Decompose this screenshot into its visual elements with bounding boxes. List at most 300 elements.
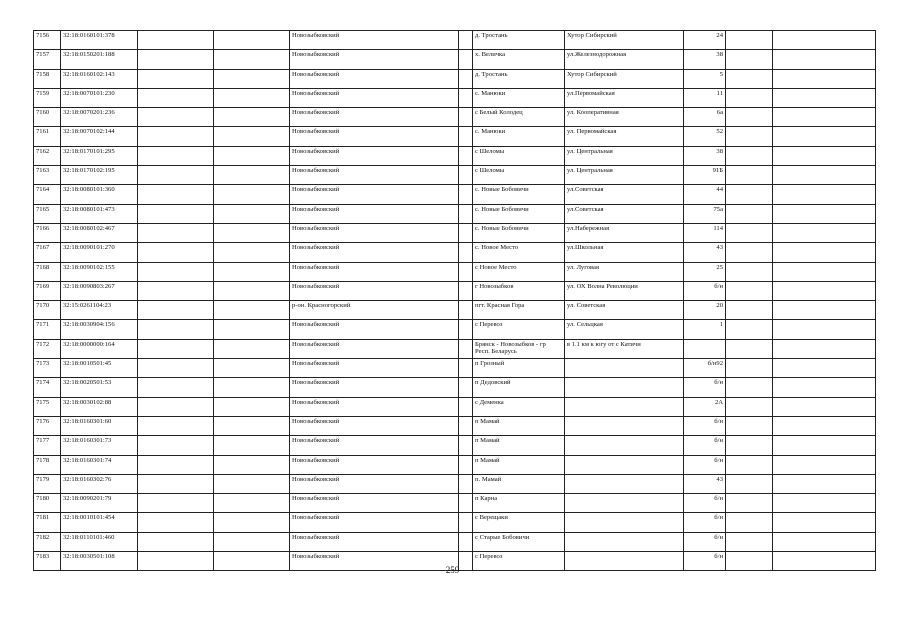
row-index-cell: 7157 bbox=[34, 50, 61, 69]
district-cell: Новозыбковский bbox=[290, 88, 459, 107]
empty-col-6-cell bbox=[459, 50, 473, 69]
table-row bbox=[34, 416, 876, 435]
table-row bbox=[34, 146, 876, 165]
empty-col-6-cell bbox=[459, 127, 473, 146]
empty-col-4-cell bbox=[214, 455, 290, 474]
house-number-cell: 25 bbox=[684, 262, 726, 281]
house-number-cell: б/н bbox=[684, 552, 726, 571]
street-cell: ул. Центральная bbox=[565, 146, 684, 165]
empty-col-3-cell bbox=[138, 50, 214, 69]
street-cell: Хутор Сибирский bbox=[565, 31, 684, 50]
row-index-cell: 7160 bbox=[34, 108, 61, 127]
empty-col-10-cell bbox=[726, 166, 773, 185]
row-index-cell: 7181 bbox=[34, 513, 61, 532]
empty-col-10-cell bbox=[726, 378, 773, 397]
street-cell: ул.Советская bbox=[565, 204, 684, 223]
empty-col-4-cell bbox=[214, 532, 290, 551]
empty-col-4-cell bbox=[214, 339, 290, 358]
street-cell bbox=[565, 474, 684, 493]
table-row bbox=[34, 185, 876, 204]
row-index-cell: 7158 bbox=[34, 69, 61, 88]
empty-col-3-cell bbox=[138, 436, 214, 455]
empty-col-4-cell bbox=[214, 69, 290, 88]
settlement-cell: с. Манюки bbox=[473, 88, 565, 107]
empty-col-3-cell bbox=[138, 532, 214, 551]
house-number-cell bbox=[684, 339, 726, 358]
row-index-cell: 7182 bbox=[34, 532, 61, 551]
street-cell: в 1.1 км к югу от с Катичи bbox=[565, 339, 684, 358]
cadastral-number-cell: 32:18:0160101:378 bbox=[61, 31, 138, 50]
street-cell: Хутор Сибирский bbox=[565, 69, 684, 88]
row-index-cell: 7164 bbox=[34, 185, 61, 204]
settlement-cell: п. Мамай bbox=[473, 474, 565, 493]
settlement-cell: п Грозный bbox=[473, 359, 565, 378]
street-cell: ул. Центральная bbox=[565, 166, 684, 185]
empty-col-3-cell bbox=[138, 320, 214, 339]
empty-col-4-cell bbox=[214, 31, 290, 50]
row-index-cell: 7183 bbox=[34, 552, 61, 571]
empty-col-10-cell bbox=[726, 455, 773, 474]
district-cell: Новозыбковский bbox=[290, 146, 459, 165]
empty-col-4-cell bbox=[214, 281, 290, 300]
table-row bbox=[34, 339, 876, 358]
row-index-cell: 7169 bbox=[34, 281, 61, 300]
house-number-cell: б/н bbox=[684, 532, 726, 551]
district-cell: р-он. Красногорский bbox=[290, 301, 459, 320]
cadastral-number-cell: 32:18:0030102:88 bbox=[61, 397, 138, 416]
cadastral-number-cell: 32:18:0090803:267 bbox=[61, 281, 138, 300]
cadastral-number-cell: 32:18:0160301:73 bbox=[61, 436, 138, 455]
empty-col-6-cell bbox=[459, 397, 473, 416]
empty-col-10-cell bbox=[726, 339, 773, 358]
empty-col-11-cell bbox=[773, 223, 876, 242]
row-index-cell: 7168 bbox=[34, 262, 61, 281]
house-number-cell: 114 bbox=[684, 223, 726, 242]
table-row bbox=[34, 204, 876, 223]
table-row bbox=[34, 397, 876, 416]
empty-col-6-cell bbox=[459, 494, 473, 513]
house-number-cell: 43 bbox=[684, 243, 726, 262]
empty-col-11-cell bbox=[773, 397, 876, 416]
empty-col-10-cell bbox=[726, 474, 773, 493]
district-cell: Новозыбковский bbox=[290, 69, 459, 88]
empty-col-3-cell bbox=[138, 127, 214, 146]
cadastral-number-cell: 32:18:0070102:144 bbox=[61, 127, 138, 146]
table-row bbox=[34, 513, 876, 532]
empty-col-4-cell bbox=[214, 166, 290, 185]
settlement-cell: с Верещаки bbox=[473, 513, 565, 532]
empty-col-11-cell bbox=[773, 108, 876, 127]
empty-col-10-cell bbox=[726, 127, 773, 146]
district-cell: Новозыбковский bbox=[290, 127, 459, 146]
row-index-cell: 7180 bbox=[34, 494, 61, 513]
cadastral-number-cell: 32:18:0110101:460 bbox=[61, 532, 138, 551]
empty-col-6-cell bbox=[459, 436, 473, 455]
empty-col-3-cell bbox=[138, 474, 214, 493]
cadastral-number-cell: 32:18:0150201:188 bbox=[61, 50, 138, 69]
empty-col-4-cell bbox=[214, 243, 290, 262]
street-cell: ул. Первомайская bbox=[565, 127, 684, 146]
cadastral-number-cell: 32:18:0070201:236 bbox=[61, 108, 138, 127]
empty-col-6-cell bbox=[459, 223, 473, 242]
row-index-cell: 7177 bbox=[34, 436, 61, 455]
empty-col-11-cell bbox=[773, 69, 876, 88]
empty-col-6-cell bbox=[459, 474, 473, 493]
empty-col-10-cell bbox=[726, 397, 773, 416]
house-number-cell: 24 bbox=[684, 31, 726, 50]
empty-col-3-cell bbox=[138, 378, 214, 397]
district-cell: Новозыбковский bbox=[290, 31, 459, 50]
row-index-cell: 7165 bbox=[34, 204, 61, 223]
empty-col-3-cell bbox=[138, 146, 214, 165]
row-index-cell: 7161 bbox=[34, 127, 61, 146]
table-row bbox=[34, 166, 876, 185]
cadastral-number-cell: 32:18:0170101:295 bbox=[61, 146, 138, 165]
empty-col-4-cell bbox=[214, 127, 290, 146]
cadastral-number-cell: 32:18:0090102:155 bbox=[61, 262, 138, 281]
empty-col-10-cell bbox=[726, 359, 773, 378]
district-cell: Новозыбковский bbox=[290, 50, 459, 69]
empty-col-11-cell bbox=[773, 127, 876, 146]
empty-col-3-cell bbox=[138, 281, 214, 300]
row-index-cell: 7167 bbox=[34, 243, 61, 262]
street-cell bbox=[565, 532, 684, 551]
settlement-cell: п Мамай bbox=[473, 455, 565, 474]
street-cell: ул. ОХ Волна Революции bbox=[565, 281, 684, 300]
district-cell: Новозыбковский bbox=[290, 223, 459, 242]
empty-col-11-cell bbox=[773, 204, 876, 223]
cadastral-number-cell: 32:18:0160102:143 bbox=[61, 69, 138, 88]
table-row bbox=[34, 359, 876, 378]
row-index-cell: 7172 bbox=[34, 339, 61, 358]
empty-col-10-cell bbox=[726, 50, 773, 69]
district-cell: Новозыбковский bbox=[290, 108, 459, 127]
house-number-cell: 44 bbox=[684, 185, 726, 204]
page-number: 259 bbox=[445, 565, 460, 575]
table-row bbox=[34, 494, 876, 513]
street-cell: ул.Советская bbox=[565, 185, 684, 204]
cadastral-number-cell: 32:18:0080102:467 bbox=[61, 223, 138, 242]
table-row bbox=[34, 301, 876, 320]
table-row bbox=[34, 223, 876, 242]
street-cell: ул.Набережная bbox=[565, 223, 684, 242]
settlement-cell: п Мамай bbox=[473, 416, 565, 435]
empty-col-6-cell bbox=[459, 455, 473, 474]
settlement-cell: п Карна bbox=[473, 494, 565, 513]
district-cell: Новозыбковский bbox=[290, 474, 459, 493]
row-index-cell: 7174 bbox=[34, 378, 61, 397]
empty-col-4-cell bbox=[214, 474, 290, 493]
empty-col-3-cell bbox=[138, 262, 214, 281]
empty-col-4-cell bbox=[214, 301, 290, 320]
empty-col-6-cell bbox=[459, 339, 473, 358]
empty-col-3-cell bbox=[138, 494, 214, 513]
house-number-cell: 20 bbox=[684, 301, 726, 320]
settlement-cell: д. Тростань bbox=[473, 31, 565, 50]
empty-col-11-cell bbox=[773, 88, 876, 107]
empty-col-4-cell bbox=[214, 378, 290, 397]
empty-col-6-cell bbox=[459, 185, 473, 204]
empty-col-11-cell bbox=[773, 532, 876, 551]
street-cell bbox=[565, 436, 684, 455]
empty-col-4-cell bbox=[214, 436, 290, 455]
table-row bbox=[34, 320, 876, 339]
empty-col-11-cell bbox=[773, 359, 876, 378]
empty-col-4-cell bbox=[214, 359, 290, 378]
empty-col-6-cell bbox=[459, 281, 473, 300]
table-row bbox=[34, 455, 876, 474]
street-cell bbox=[565, 494, 684, 513]
settlement-cell: с. Новое Место bbox=[473, 243, 565, 262]
cadastral-number-cell: 32:18:0080101:473 bbox=[61, 204, 138, 223]
street-cell: ул. Сельцкая bbox=[565, 320, 684, 339]
district-cell: Новозыбковский bbox=[290, 532, 459, 551]
house-number-cell: б/н bbox=[684, 513, 726, 532]
empty-col-3-cell bbox=[138, 204, 214, 223]
empty-col-4-cell bbox=[214, 513, 290, 532]
settlement-cell: Брянск - Новозыбков - гр Респ. Беларусь bbox=[473, 339, 565, 358]
settlement-cell: с. Новые Бобовичи bbox=[473, 223, 565, 242]
empty-col-6-cell bbox=[459, 31, 473, 50]
settlement-cell: с Новое Место bbox=[473, 262, 565, 281]
empty-col-3-cell bbox=[138, 339, 214, 358]
empty-col-10-cell bbox=[726, 69, 773, 88]
street-cell bbox=[565, 397, 684, 416]
district-cell: Новозыбковский bbox=[290, 359, 459, 378]
empty-col-11-cell bbox=[773, 301, 876, 320]
empty-col-10-cell bbox=[726, 223, 773, 242]
empty-col-11-cell bbox=[773, 243, 876, 262]
row-index-cell: 7173 bbox=[34, 359, 61, 378]
settlement-cell: с Деменка bbox=[473, 397, 565, 416]
settlement-cell: с. Новые Бобовичи bbox=[473, 204, 565, 223]
row-index-cell: 7179 bbox=[34, 474, 61, 493]
table-row bbox=[34, 88, 876, 107]
empty-col-11-cell bbox=[773, 436, 876, 455]
row-index-cell: 7175 bbox=[34, 397, 61, 416]
empty-col-11-cell bbox=[773, 166, 876, 185]
empty-col-3-cell bbox=[138, 416, 214, 435]
empty-col-10-cell bbox=[726, 436, 773, 455]
empty-col-3-cell bbox=[138, 88, 214, 107]
district-cell: Новозыбковский bbox=[290, 185, 459, 204]
settlement-cell: с Старые Бобовичи bbox=[473, 532, 565, 551]
empty-col-3-cell bbox=[138, 69, 214, 88]
empty-col-3-cell bbox=[138, 397, 214, 416]
settlement-cell: г Новозыбков bbox=[473, 281, 565, 300]
table-row bbox=[34, 532, 876, 551]
empty-col-4-cell bbox=[214, 185, 290, 204]
empty-col-6-cell bbox=[459, 262, 473, 281]
row-index-cell: 7178 bbox=[34, 455, 61, 474]
empty-col-6-cell bbox=[459, 378, 473, 397]
house-number-cell: б/н bbox=[684, 281, 726, 300]
district-cell: Новозыбковский bbox=[290, 436, 459, 455]
empty-col-6-cell bbox=[459, 204, 473, 223]
empty-col-11-cell bbox=[773, 378, 876, 397]
empty-col-6-cell bbox=[459, 416, 473, 435]
street-cell: ул. Луговая bbox=[565, 262, 684, 281]
empty-col-10-cell bbox=[726, 204, 773, 223]
empty-col-6-cell bbox=[459, 320, 473, 339]
district-cell: Новозыбковский bbox=[290, 416, 459, 435]
empty-col-6-cell bbox=[459, 69, 473, 88]
district-cell: Новозыбковский bbox=[290, 320, 459, 339]
district-cell: Новозыбковский bbox=[290, 513, 459, 532]
district-cell: Новозыбковский bbox=[290, 281, 459, 300]
settlement-cell: с Перевоз bbox=[473, 552, 565, 571]
street-cell bbox=[565, 378, 684, 397]
district-cell: Новозыбковский bbox=[290, 262, 459, 281]
empty-col-11-cell bbox=[773, 474, 876, 493]
street-cell bbox=[565, 513, 684, 532]
house-number-cell: б/н bbox=[684, 494, 726, 513]
empty-col-10-cell bbox=[726, 494, 773, 513]
empty-col-11-cell bbox=[773, 146, 876, 165]
empty-col-4-cell bbox=[214, 416, 290, 435]
settlement-cell: с Белый Колодец bbox=[473, 108, 565, 127]
empty-col-10-cell bbox=[726, 108, 773, 127]
empty-col-4-cell bbox=[214, 204, 290, 223]
empty-col-3-cell bbox=[138, 223, 214, 242]
settlement-cell: с Перевоз bbox=[473, 320, 565, 339]
district-cell: Новозыбковский bbox=[290, 397, 459, 416]
empty-col-6-cell bbox=[459, 243, 473, 262]
settlement-cell: п Мамай bbox=[473, 436, 565, 455]
empty-col-6-cell bbox=[459, 166, 473, 185]
cadastral-number-cell: 32:15:0261104:23 bbox=[61, 301, 138, 320]
empty-col-6-cell bbox=[459, 532, 473, 551]
street-cell: ул. Советская bbox=[565, 301, 684, 320]
district-cell: Новозыбковский bbox=[290, 494, 459, 513]
empty-col-6-cell bbox=[459, 146, 473, 165]
row-index-cell: 7159 bbox=[34, 88, 61, 107]
house-number-cell: б/н bbox=[684, 416, 726, 435]
empty-col-10-cell bbox=[726, 262, 773, 281]
settlement-cell: с. Новые Бобовичи bbox=[473, 185, 565, 204]
district-cell: Новозыбковский bbox=[290, 204, 459, 223]
cadastral-number-cell: 32:18:0160301:60 bbox=[61, 416, 138, 435]
empty-col-10-cell bbox=[726, 243, 773, 262]
table-row bbox=[34, 281, 876, 300]
street-cell bbox=[565, 359, 684, 378]
empty-col-11-cell bbox=[773, 281, 876, 300]
empty-col-11-cell bbox=[773, 339, 876, 358]
settlement-cell: пгт. Красная Гора bbox=[473, 301, 565, 320]
empty-col-11-cell bbox=[773, 513, 876, 532]
house-number-cell: 38 bbox=[684, 146, 726, 165]
empty-col-4-cell bbox=[214, 397, 290, 416]
empty-col-4-cell bbox=[214, 320, 290, 339]
empty-col-10-cell bbox=[726, 532, 773, 551]
empty-col-11-cell bbox=[773, 31, 876, 50]
empty-col-3-cell bbox=[138, 359, 214, 378]
street-cell: ул.Первомайская bbox=[565, 88, 684, 107]
cadastral-number-cell: 32:18:0080101:360 bbox=[61, 185, 138, 204]
district-cell: Новозыбковский bbox=[290, 243, 459, 262]
house-number-cell: 6а bbox=[684, 108, 726, 127]
district-cell: Новозыбковский bbox=[290, 552, 459, 571]
cadastral-number-cell: 32:18:0010501:45 bbox=[61, 359, 138, 378]
empty-col-11-cell bbox=[773, 50, 876, 69]
table-row bbox=[34, 69, 876, 88]
empty-col-3-cell bbox=[138, 31, 214, 50]
empty-col-10-cell bbox=[726, 146, 773, 165]
empty-col-11-cell bbox=[773, 416, 876, 435]
cadastral-number-cell: 32:18:0030501:108 bbox=[61, 552, 138, 571]
cadastral-number-cell: 32:18:0030904:156 bbox=[61, 320, 138, 339]
house-number-cell: 11 bbox=[684, 88, 726, 107]
cadastral-number-cell: 32:18:0020501:53 bbox=[61, 378, 138, 397]
empty-col-11-cell bbox=[773, 455, 876, 474]
table-row bbox=[34, 31, 876, 50]
empty-col-10-cell bbox=[726, 88, 773, 107]
empty-col-3-cell bbox=[138, 243, 214, 262]
district-cell: Новозыбковский bbox=[290, 378, 459, 397]
settlement-cell: с Шеломы bbox=[473, 146, 565, 165]
empty-col-11-cell bbox=[773, 320, 876, 339]
empty-col-10-cell bbox=[726, 31, 773, 50]
empty-col-6-cell bbox=[459, 108, 473, 127]
empty-col-6-cell bbox=[459, 301, 473, 320]
row-index-cell: 7176 bbox=[34, 416, 61, 435]
empty-col-10-cell bbox=[726, 320, 773, 339]
street-cell bbox=[565, 455, 684, 474]
empty-col-3-cell bbox=[138, 166, 214, 185]
table-row bbox=[34, 108, 876, 127]
house-number-cell: 2А bbox=[684, 397, 726, 416]
house-number-cell: б/н bbox=[684, 436, 726, 455]
empty-col-6-cell bbox=[459, 359, 473, 378]
table-row bbox=[34, 474, 876, 493]
empty-col-6-cell bbox=[459, 513, 473, 532]
empty-col-10-cell bbox=[726, 513, 773, 532]
row-index-cell: 7166 bbox=[34, 223, 61, 242]
house-number-cell: 38 bbox=[684, 50, 726, 69]
house-number-cell: б/н bbox=[684, 378, 726, 397]
cadastral-number-cell: 32:18:0000000:164 bbox=[61, 339, 138, 358]
table-row bbox=[34, 50, 876, 69]
cadastral-number-cell: 32:18:0070101:230 bbox=[61, 88, 138, 107]
empty-col-4-cell bbox=[214, 50, 290, 69]
cadastral-number-cell: 32:18:0160302:76 bbox=[61, 474, 138, 493]
street-cell: ул.Школьная bbox=[565, 243, 684, 262]
empty-col-10-cell bbox=[726, 301, 773, 320]
empty-col-11-cell bbox=[773, 262, 876, 281]
cadastral-number-cell: 32:18:0090201:79 bbox=[61, 494, 138, 513]
settlement-cell: д. Тростань bbox=[473, 69, 565, 88]
settlement-cell: п Дедовский bbox=[473, 378, 565, 397]
street-cell: ул.Железнодорожная bbox=[565, 50, 684, 69]
empty-col-3-cell bbox=[138, 513, 214, 532]
empty-col-4-cell bbox=[214, 262, 290, 281]
settlement-cell: с. Манюки bbox=[473, 127, 565, 146]
empty-col-11-cell bbox=[773, 185, 876, 204]
empty-col-11-cell bbox=[773, 494, 876, 513]
empty-col-10-cell bbox=[726, 416, 773, 435]
cadastral-number-cell: 32:18:0170102:195 bbox=[61, 166, 138, 185]
settlement-cell: х. Величка bbox=[473, 50, 565, 69]
empty-col-3-cell bbox=[138, 455, 214, 474]
empty-col-4-cell bbox=[214, 108, 290, 127]
district-cell: Новозыбковский bbox=[290, 166, 459, 185]
row-index-cell: 7170 bbox=[34, 301, 61, 320]
empty-col-3-cell bbox=[138, 301, 214, 320]
house-number-cell: б/н92 bbox=[684, 359, 726, 378]
street-cell bbox=[565, 416, 684, 435]
empty-col-4-cell bbox=[214, 223, 290, 242]
house-number-cell: 1 bbox=[684, 320, 726, 339]
